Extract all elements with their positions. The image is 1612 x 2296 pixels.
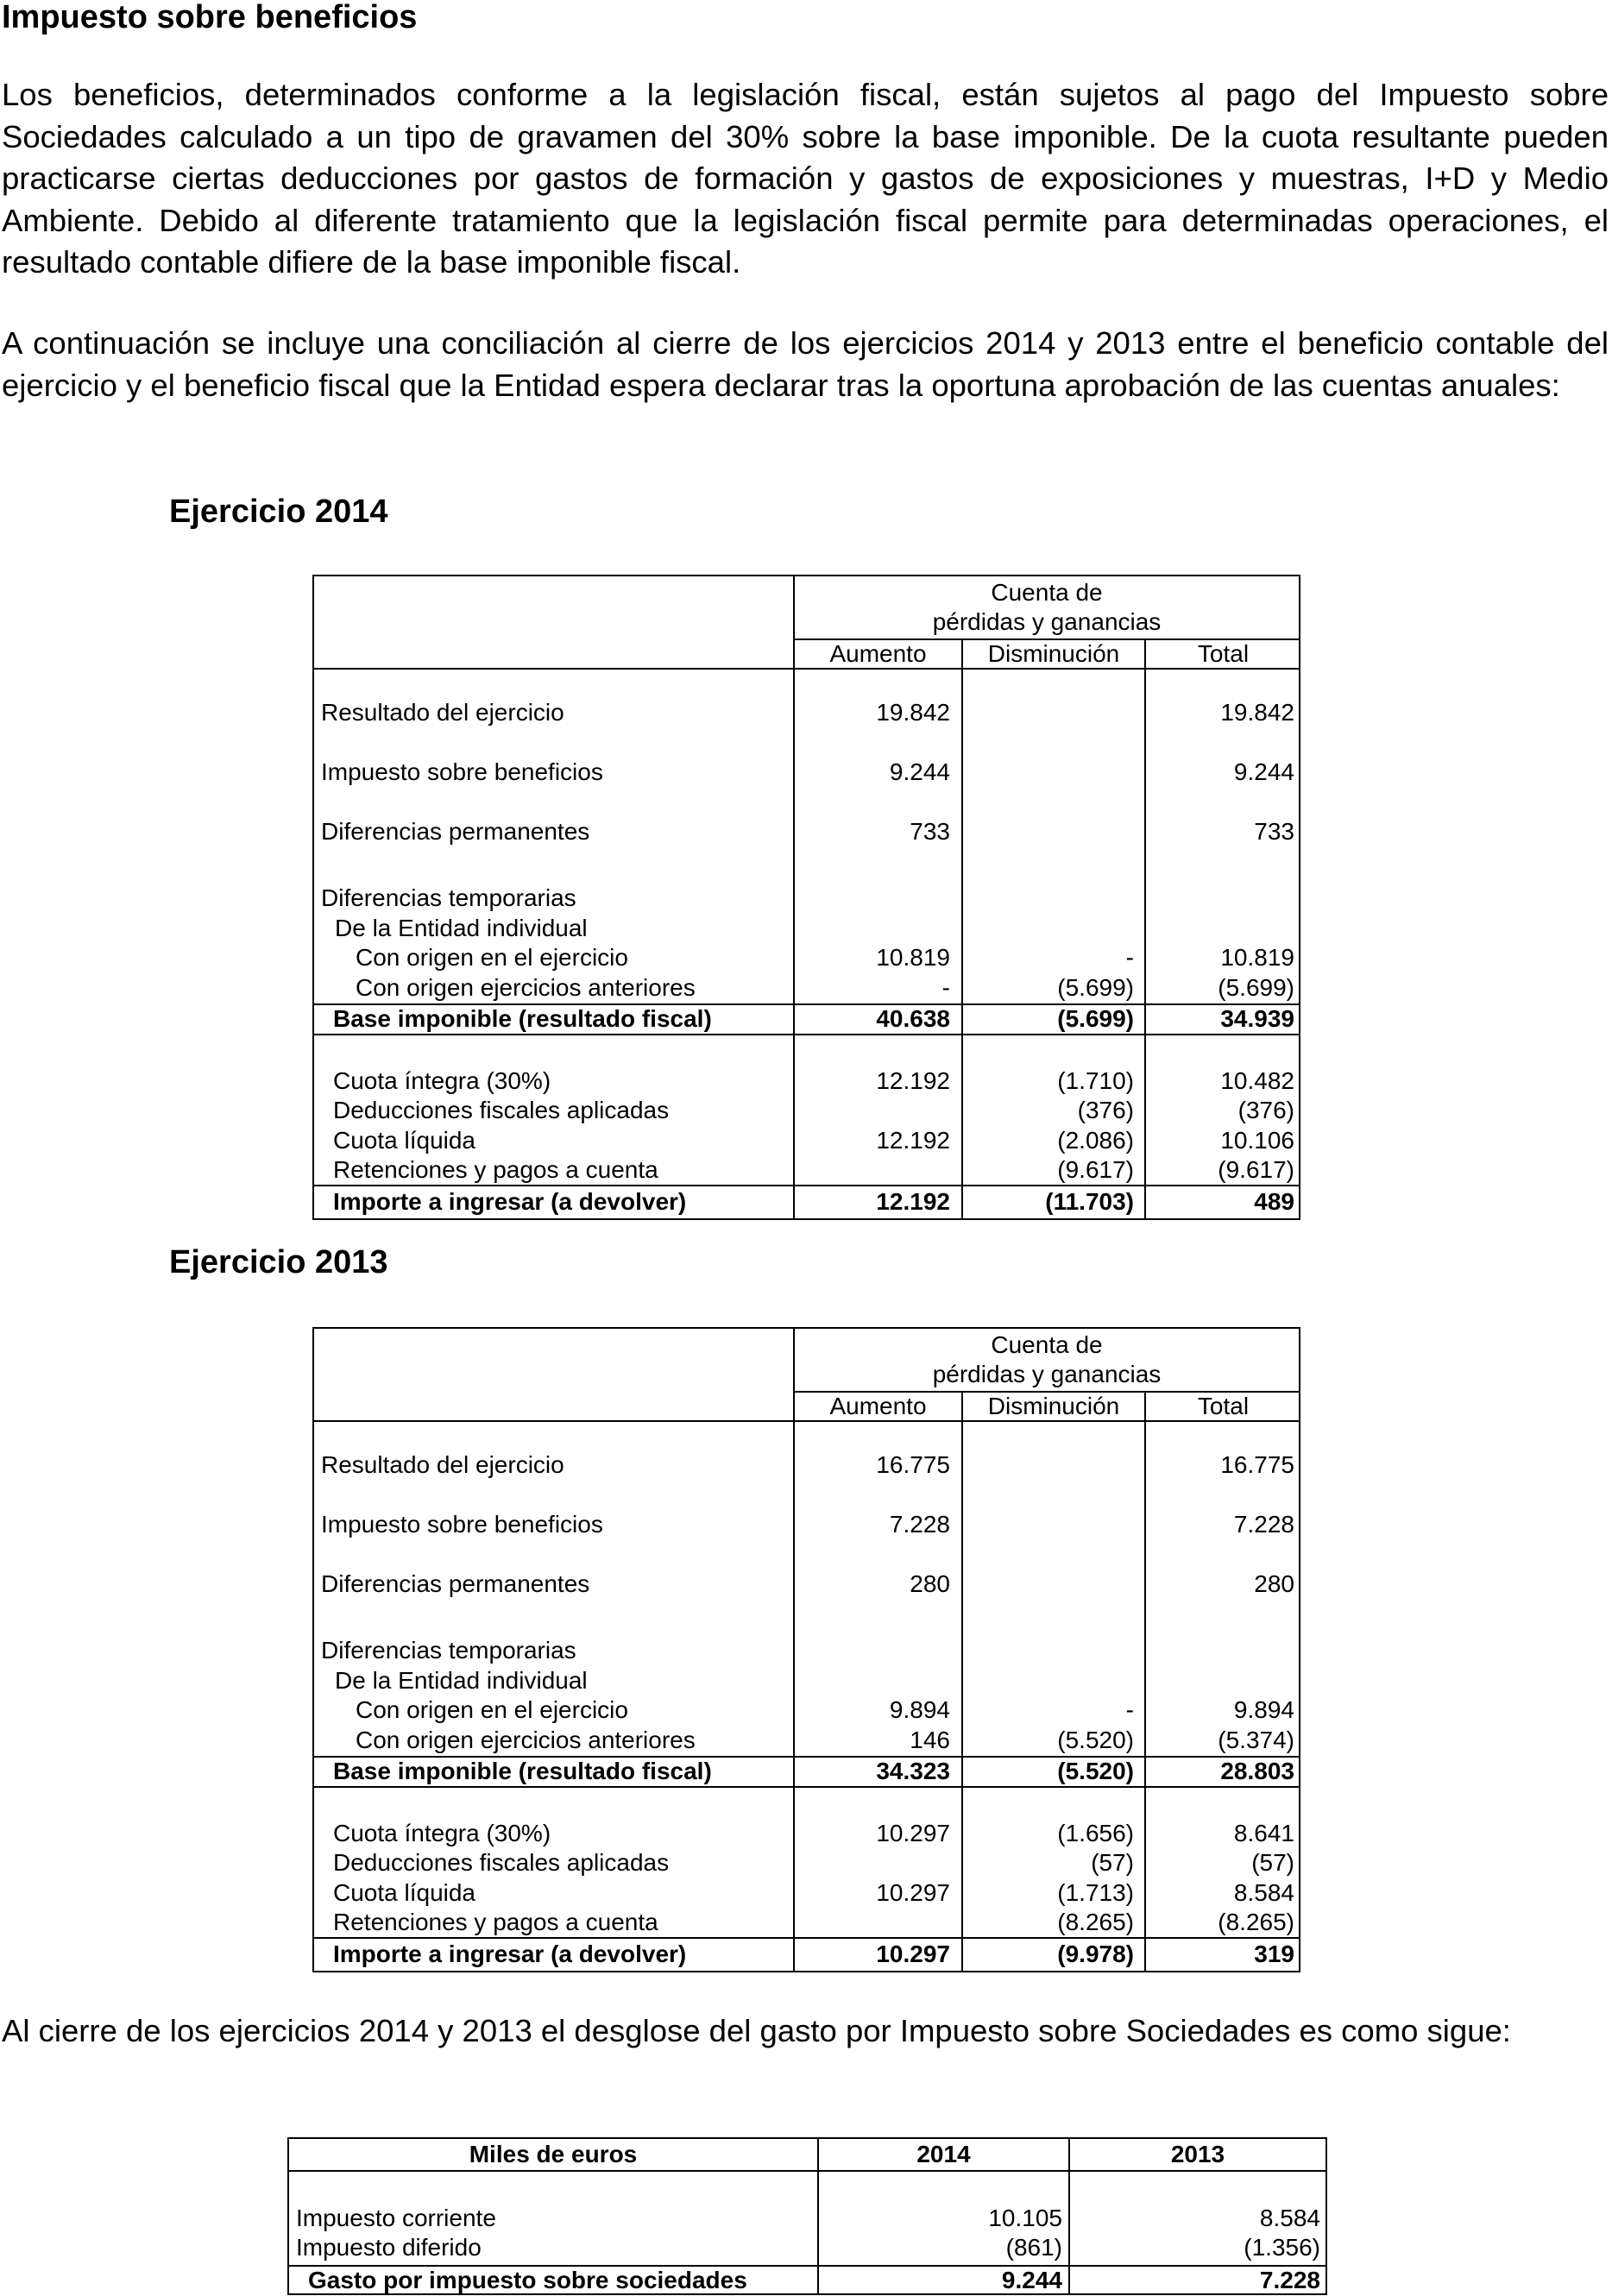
cell-aumento: 12.192 bbox=[876, 1067, 950, 1094]
table-row bbox=[314, 1635, 1299, 1665]
reconciliation-intro-paragraph: A continuación se incluye una conciliación al cierre de los ejercicios 2014 y 2013 entre el beneficio contable del ejercicio y el beneficio fiscal que la Entidad espera declarar tras la oportuna aprobación de las cuentas anuales: bbox=[2, 325, 1609, 403]
breakdown-table bbox=[287, 2137, 1327, 2295]
cell-total: 34.939 bbox=[1220, 1005, 1294, 1032]
column-header-disminucion: Disminución bbox=[987, 640, 1120, 667]
table-row bbox=[314, 1878, 1299, 1908]
cell-disminucion: (5.699) bbox=[1057, 974, 1134, 1001]
cell-disminucion: (5.699) bbox=[1057, 1005, 1134, 1032]
row-label: Impuesto sobre beneficios bbox=[321, 758, 603, 785]
row-label: Diferencias temporarias bbox=[321, 884, 576, 911]
row-label: Resultado del ejercicio bbox=[321, 1451, 564, 1478]
row-label: Importe a ingresar (a devolver) bbox=[333, 1941, 687, 1967]
cell-aumento: 19.842 bbox=[876, 699, 950, 726]
table-header bbox=[312, 1327, 1300, 1422]
cell-aumento: 16.775 bbox=[876, 1451, 950, 1478]
cell-aumento: - bbox=[941, 974, 950, 1001]
table-row bbox=[314, 972, 1299, 1003]
table-row bbox=[314, 1818, 1299, 1848]
table-row bbox=[314, 1569, 1299, 1599]
table-row bbox=[314, 942, 1299, 972]
cell-disminucion: (9.978) bbox=[1057, 1941, 1134, 1967]
cell-aumento: 733 bbox=[910, 818, 950, 845]
row-label: Con origen ejercicios anteriores bbox=[356, 974, 696, 1001]
breakdown-gasto-2014: 9.244 bbox=[1001, 2267, 1062, 2293]
cell-aumento: 10.819 bbox=[876, 944, 950, 971]
row-label: Retenciones y pagos a cuenta bbox=[333, 1909, 658, 1935]
row-label: Diferencias permanentes bbox=[321, 818, 590, 845]
breakdown-corriente-2013: 8.584 bbox=[1259, 2205, 1320, 2231]
cell-total: 10.819 bbox=[1220, 944, 1294, 971]
table-row bbox=[314, 757, 1299, 787]
column-header-total: Total bbox=[1197, 640, 1250, 667]
cell-aumento: 40.638 bbox=[876, 1005, 950, 1032]
cell-total: 319 bbox=[1254, 1941, 1294, 1967]
table-row bbox=[314, 1756, 1299, 1786]
table-row bbox=[314, 1665, 1299, 1695]
table-row bbox=[314, 1450, 1299, 1480]
cell-total: 10.482 bbox=[1220, 1067, 1294, 1094]
table-row bbox=[314, 1125, 1299, 1155]
cell-total: 489 bbox=[1254, 1188, 1294, 1215]
column-group-line1: Cuenta de bbox=[991, 579, 1103, 606]
breakdown-diferido-label: Impuesto diferido bbox=[296, 2234, 482, 2261]
cell-disminucion: - bbox=[1125, 944, 1134, 971]
column-header-aumento: Aumento bbox=[829, 640, 927, 667]
cell-disminucion: (2.086) bbox=[1057, 1127, 1134, 1154]
cell-disminucion: (5.520) bbox=[1057, 1727, 1134, 1753]
cell-disminucion: (57) bbox=[1091, 1849, 1134, 1876]
breakdown-header-2014: 2014 bbox=[916, 2141, 971, 2167]
table-row bbox=[314, 1509, 1299, 1539]
row-label: Base imponible (resultado fiscal) bbox=[333, 1005, 712, 1032]
row-label: Base imponible (resultado fiscal) bbox=[333, 1758, 712, 1784]
cell-total: 8.641 bbox=[1233, 1820, 1294, 1846]
table-row bbox=[314, 697, 1299, 727]
column-header-disminucion: Disminución bbox=[987, 1393, 1120, 1419]
cell-aumento: 10.297 bbox=[876, 1820, 950, 1846]
cell-total: (376) bbox=[1237, 1097, 1294, 1123]
cell-disminucion: (5.520) bbox=[1057, 1758, 1134, 1784]
cell-total: 7.228 bbox=[1233, 1511, 1294, 1538]
section-title-2013: Ejercicio 2013 bbox=[169, 1244, 388, 1280]
cell-disminucion: (376) bbox=[1077, 1097, 1134, 1123]
cell-disminucion: (1.656) bbox=[1057, 1820, 1134, 1846]
page-title: Impuesto sobre beneficios bbox=[2, 0, 418, 35]
cell-disminucion: - bbox=[1125, 1696, 1134, 1723]
cell-total: 10.106 bbox=[1220, 1127, 1294, 1154]
table-row bbox=[314, 1003, 1299, 1034]
cell-total: 28.803 bbox=[1220, 1758, 1294, 1784]
cell-aumento: 12.192 bbox=[876, 1127, 950, 1154]
row-label: Deducciones fiscales aplicadas bbox=[333, 1097, 670, 1123]
row-label: Deducciones fiscales aplicadas bbox=[333, 1849, 670, 1876]
row-label: Cuota líquida bbox=[333, 1127, 476, 1154]
row-label: Diferencias permanentes bbox=[321, 1570, 590, 1597]
cell-total: (5.699) bbox=[1218, 974, 1294, 1001]
table-header bbox=[312, 575, 1300, 670]
intro-paragraph: Los beneficios, determinados conforme a la legislación fiscal, están sujetos al pago del Impuesto sobre Sociedades calculado a un tipo de gravamen del 30% sobre la base imponible. De la cuota resultante pueden practicarse ciertas deducciones por gastos de formación y gastos de exposiciones y muestras, I+D y Medio Ambiente. Debido al diferente tratamiento que la legislación fiscal permite para determinadas operaciones, el resultado contable difiere de la base imponible fiscal. bbox=[2, 77, 1609, 280]
breakdown-gasto-2013: 7.228 bbox=[1259, 2267, 1320, 2293]
cell-total: 19.842 bbox=[1220, 699, 1294, 726]
cell-disminucion: (1.713) bbox=[1057, 1879, 1134, 1906]
table-row bbox=[314, 1939, 1299, 1969]
breakdown-corriente-label: Impuesto corriente bbox=[296, 2205, 496, 2231]
table-row bbox=[314, 1186, 1299, 1217]
breakdown-gasto-label: Gasto por impuesto sobre sociedades bbox=[308, 2267, 747, 2293]
column-header-total: Total bbox=[1197, 1393, 1250, 1419]
breakdown-header-2013: 2013 bbox=[1170, 2141, 1225, 2167]
table-row bbox=[314, 1725, 1299, 1755]
row-label: Cuota líquida bbox=[333, 1879, 476, 1906]
table-row bbox=[314, 913, 1299, 943]
cell-aumento: 7.228 bbox=[889, 1511, 950, 1538]
row-label: Con origen en el ejercicio bbox=[356, 1696, 628, 1723]
table-row bbox=[314, 1847, 1299, 1878]
cell-aumento: 280 bbox=[910, 1570, 950, 1597]
table-row bbox=[314, 1095, 1299, 1125]
cell-aumento: 34.323 bbox=[876, 1758, 950, 1784]
cell-total: 16.775 bbox=[1220, 1451, 1294, 1478]
cell-aumento: 12.192 bbox=[876, 1188, 950, 1215]
cell-disminucion: (9.617) bbox=[1057, 1156, 1134, 1183]
column-group-line2: pérdidas y ganancias bbox=[932, 608, 1162, 635]
table-row bbox=[314, 1907, 1299, 1937]
table-row bbox=[314, 1154, 1299, 1185]
cell-total: 280 bbox=[1254, 1570, 1294, 1597]
reconciliation-table-2013 bbox=[312, 1327, 1300, 1972]
breakdown-header-label: Miles de euros bbox=[469, 2141, 638, 2167]
row-label: Cuota íntegra (30%) bbox=[333, 1820, 551, 1846]
cell-disminucion: (11.703) bbox=[1045, 1188, 1134, 1215]
section-title-2014: Ejercicio 2014 bbox=[169, 494, 388, 530]
cell-total: (5.374) bbox=[1218, 1727, 1294, 1753]
row-label: Importe a ingresar (a devolver) bbox=[333, 1188, 687, 1215]
row-label: Diferencias temporarias bbox=[321, 1637, 576, 1664]
row-label: Impuesto sobre beneficios bbox=[321, 1511, 603, 1538]
cell-disminucion: (1.710) bbox=[1057, 1067, 1134, 1094]
cell-total: 733 bbox=[1254, 818, 1294, 845]
table-row bbox=[314, 816, 1299, 846]
cell-total: 8.584 bbox=[1233, 1879, 1294, 1906]
column-group-line1: Cuenta de bbox=[991, 1331, 1103, 1358]
cell-aumento: 9.244 bbox=[889, 758, 950, 785]
column-group-header bbox=[795, 576, 1299, 638]
breakdown-intro-paragraph: Al cierre de los ejercicios 2014 y 2013 el desglose del gasto por Impuesto sobre Sociedades es como sigue: bbox=[2, 2013, 1511, 2048]
row-label: Con origen ejercicios anteriores bbox=[356, 1727, 696, 1753]
cell-total: (57) bbox=[1251, 1849, 1294, 1876]
row-label: De la Entidad individual bbox=[335, 915, 588, 941]
reconciliation-table-2014 bbox=[312, 575, 1300, 1220]
cell-total: 9.244 bbox=[1233, 758, 1294, 785]
column-group-header bbox=[795, 1329, 1299, 1391]
column-header-aumento: Aumento bbox=[829, 1393, 927, 1419]
row-label: Retenciones y pagos a cuenta bbox=[333, 1156, 658, 1183]
cell-disminucion: (8.265) bbox=[1057, 1909, 1134, 1935]
row-label: Cuota íntegra (30%) bbox=[333, 1067, 551, 1094]
cell-total: 9.894 bbox=[1233, 1696, 1294, 1723]
breakdown-diferido-2013: (1.356) bbox=[1244, 2234, 1320, 2261]
table-row bbox=[314, 1695, 1299, 1725]
cell-total: (9.617) bbox=[1218, 1156, 1294, 1183]
cell-total: (8.265) bbox=[1218, 1909, 1294, 1935]
row-label: Con origen en el ejercicio bbox=[356, 944, 628, 971]
cell-aumento: 10.297 bbox=[876, 1879, 950, 1906]
table-row bbox=[314, 1066, 1299, 1096]
breakdown-diferido-2014: (861) bbox=[1005, 2234, 1062, 2261]
cell-aumento: 146 bbox=[910, 1727, 950, 1753]
cell-aumento: 10.297 bbox=[876, 1941, 950, 1967]
row-label: De la Entidad individual bbox=[335, 1667, 588, 1694]
table-row bbox=[314, 883, 1299, 913]
breakdown-corriente-2014: 10.105 bbox=[988, 2205, 1062, 2231]
cell-aumento: 9.894 bbox=[889, 1696, 950, 1723]
column-group-line2: pérdidas y ganancias bbox=[932, 1361, 1162, 1387]
row-label: Resultado del ejercicio bbox=[321, 699, 564, 726]
